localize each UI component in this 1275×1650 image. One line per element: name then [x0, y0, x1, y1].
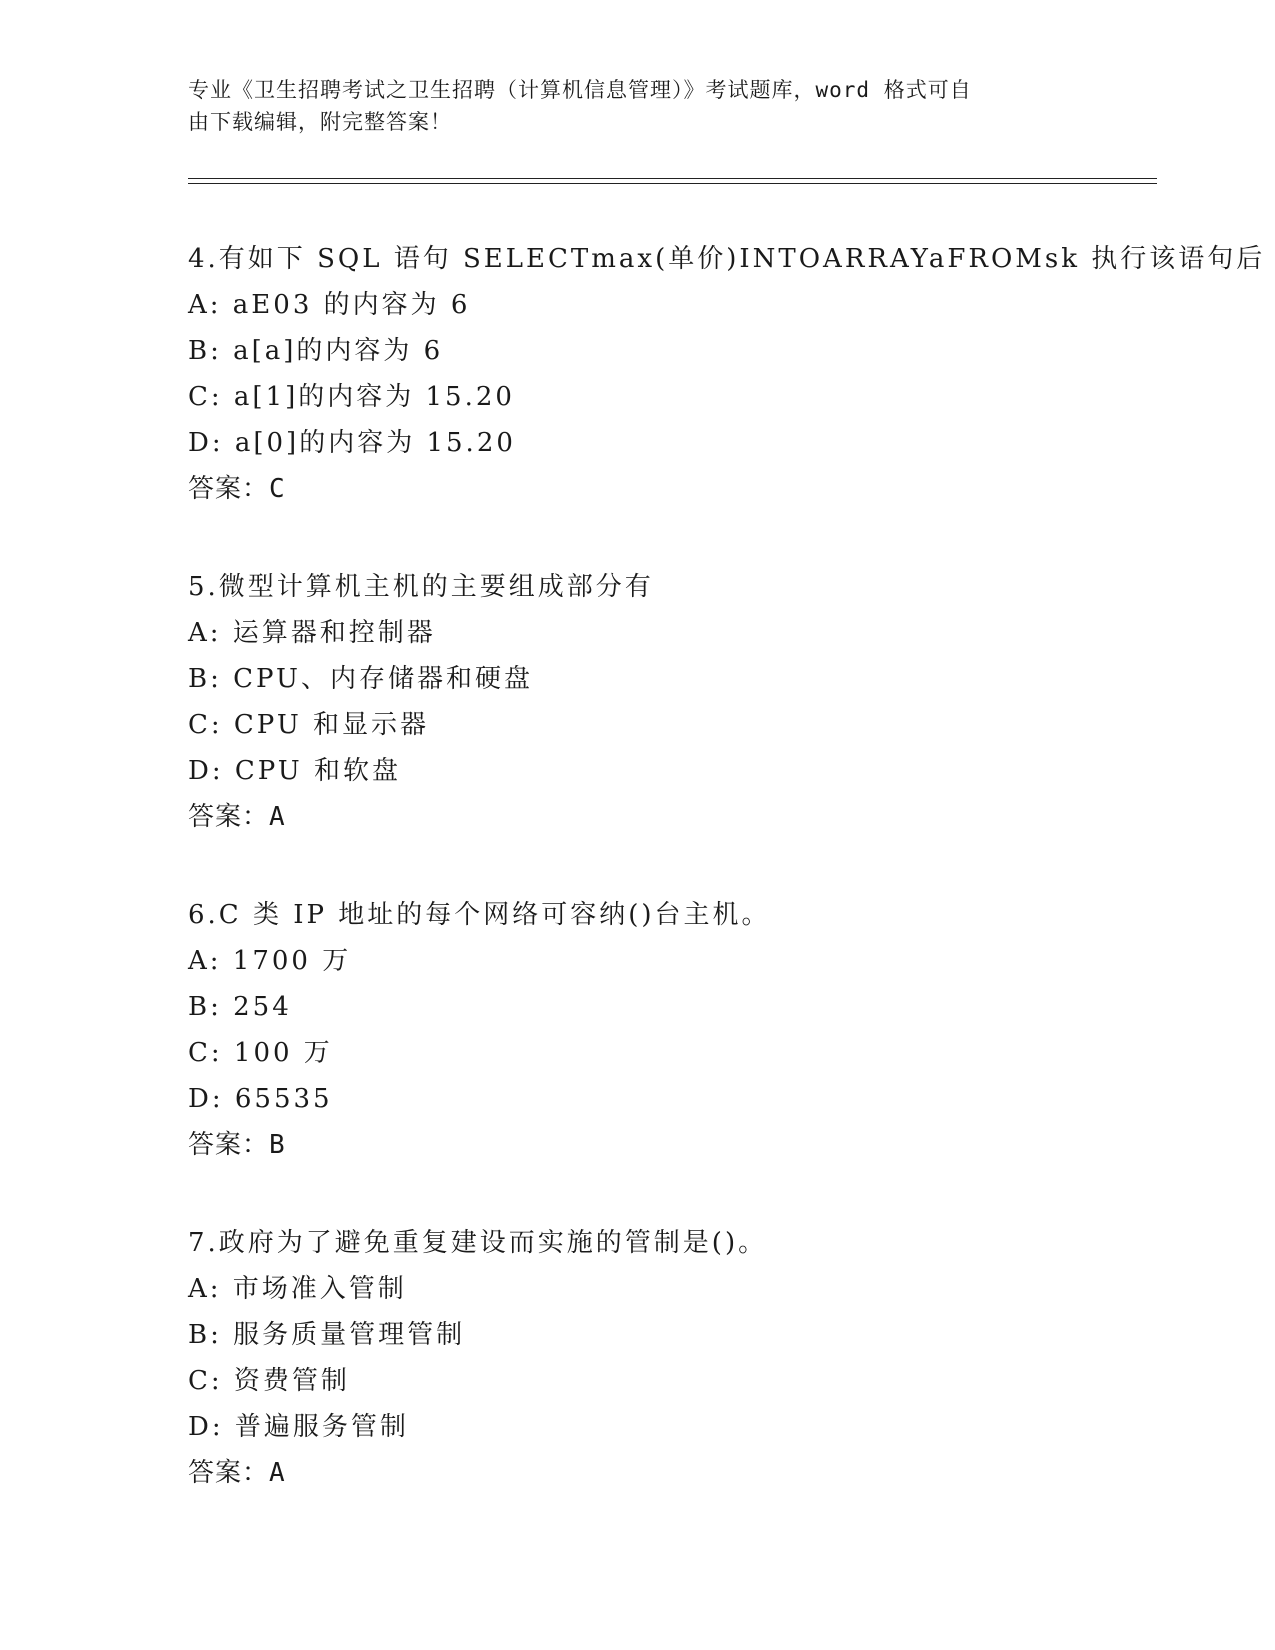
answer: 答案：A: [188, 1458, 286, 1488]
question-list: [188, 236, 1266, 1548]
question-stem: 5.微型计算机主机的主要组成部分有: [188, 572, 654, 602]
header-divider-top: [188, 178, 1157, 179]
option-d: D: 65535: [188, 1084, 333, 1114]
option-c: C: a[1]的内容为 15.20: [188, 382, 515, 412]
answer: 答案：A: [188, 802, 286, 832]
option-d: D: a[0]的内容为 15.20: [188, 428, 516, 458]
question-7: [188, 1220, 1168, 1496]
option-b: B: CPU、内存储器和硬盘: [188, 664, 533, 694]
question-6: [188, 892, 1168, 1168]
header-line-2: 由下载编辑，附完整答案！: [188, 110, 452, 134]
answer: 答案：C: [188, 474, 286, 504]
option-d: D: 普遍服务管制: [188, 1412, 409, 1442]
option-c: C: 100 万: [188, 1038, 333, 1068]
option-b: B: 254: [188, 992, 292, 1022]
question-5: [188, 564, 1168, 840]
option-a: A: 运算器和控制器: [188, 618, 436, 648]
question-stem: 6.C 类 IP 地址的每个网络可容纳()台主机。: [188, 900, 771, 930]
document-header: [188, 74, 1088, 138]
option-a: A: 1700 万: [188, 946, 352, 976]
option-c: C: 资费管制: [188, 1366, 350, 1396]
answer: 答案：B: [188, 1130, 286, 1160]
option-a: A: 市场准入管制: [188, 1274, 407, 1304]
header-divider-bottom: [188, 183, 1157, 184]
question-stem: 7.政府为了避免重复建设而实施的管制是()。: [188, 1228, 768, 1258]
option-b: B: 服务质量管理管制: [188, 1320, 466, 1350]
option-d: D: CPU 和软盘: [188, 756, 401, 786]
question-4: [188, 236, 1266, 512]
option-b: B: a[a]的内容为 6: [188, 336, 444, 366]
option-c: C: CPU 和显示器: [188, 710, 430, 740]
question-stem: 4.有如下 SQL 语句 SELECTmax(单价)INTOARRAYaFROMsk 执行该语句后: [188, 244, 1266, 274]
header-line-1: 专业《卫生招聘考试之卫生招聘（计算机信息管理）》考试题库，word 格式可自: [188, 78, 972, 102]
option-a: A: aE03 的内容为 6: [188, 290, 471, 320]
